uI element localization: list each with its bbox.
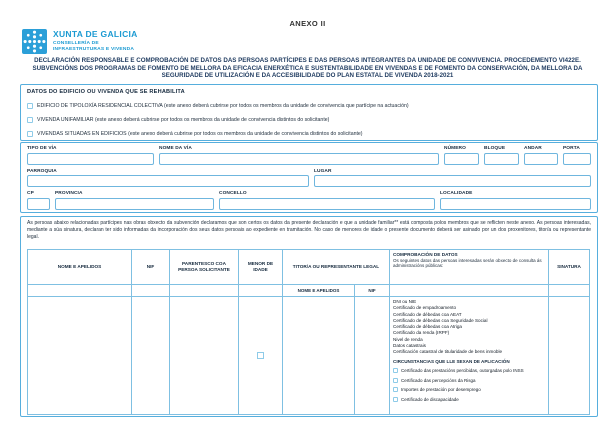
circunstancia-row: [393, 387, 545, 392]
col-header-sinatura: SINATURA: [549, 250, 589, 284]
lugar-input[interactable]: [314, 175, 591, 187]
subheader-titor-nome: NOME E APELIDOS: [283, 285, 354, 296]
numero-label: NÚMERO: [444, 146, 466, 151]
parroquia-input[interactable]: [27, 175, 309, 187]
checkbox-discapacidade[interactable]: [393, 397, 398, 402]
col-header-comprobacion: [390, 250, 548, 284]
provincia-label: PROVINCIA: [55, 191, 83, 196]
comprobacion-item: Certificado de débedas coa AEAT: [393, 311, 462, 317]
localidade-label: LOCALIDADE: [440, 191, 473, 196]
col-header-parentesco: PARENTESCO COA PERSOA SOLICITANTE: [170, 250, 238, 284]
provincia-input[interactable]: [55, 198, 214, 210]
circunstancia-label: Certificado das prestacións percibidas, outorgadas polo INSS: [401, 368, 524, 374]
cp-label: CP: [27, 191, 34, 196]
checkbox-menor-de-idade[interactable]: [257, 352, 264, 359]
xunta-logo-icon: [22, 29, 47, 54]
subheader-empty: [549, 285, 589, 296]
subheader-empty: [239, 285, 282, 296]
section-declaration: [20, 216, 598, 417]
cp-input[interactable]: [27, 198, 50, 210]
document-title: DECLARACIÓN RESPONSABLE E COMPROBACIÓN DE DATOS DAS PERSOAS PARTÍCIPES E DAS PERSOAS INTEGRANTES DA UNIDADE DE CONVIVENCIA. PROCEDEMENTO VI422E. SUBVENCIÓNS DOS PROGRAMAS DE FOMENTO DE MELLORA DA EFICACIA ENERXÉTICA E SUSTENTABILIDADE EN VIVENDAS E DE FOMENTO DA CONSERVACIÓN, DA MELLORA DA SEGURIDADE DE UTILIZACIÓN E DA ACCESIBILIDADE DO PLAN ESTATAL DE VIVENDA 2018-2021: [32, 57, 583, 80]
declaration-paragraph: As persoas abaixo relacionadas partícipes nas obras obxecto da subvención declaramos que son certos os datos da presente declaración e que a unidade familiar** está composta polos membros que se reflicten neste anexo. As persoas interesadas, mediante a súa sinatura, declaran ter sido informadas da incorporación dos seus datos persoais ao expediente en tramitación. No caso de menores de idade o presente documento deberá ser asinado por un dos proxenitores, titor/a ou representante legal.: [27, 220, 591, 240]
cell-sinatura: [549, 297, 589, 414]
section-building-title: DATOS DO EDIFICIO OU VIVENDA QUE SE REHABILITA: [27, 89, 185, 95]
cell-comprobacion-datos: [390, 297, 548, 414]
checkbox-vivendas-en-edificios[interactable]: [27, 131, 33, 137]
dept-line-1: CONSELLERÍA DE: [53, 40, 99, 46]
cell-nif: [132, 297, 169, 414]
cell-titor-nome: [283, 297, 354, 414]
andar-input[interactable]: [524, 153, 558, 165]
comprobacion-item: Certificado de empadroamento: [393, 305, 457, 311]
circunstancia-row: [393, 397, 545, 402]
subheader-empty: [170, 285, 238, 296]
checkbox-prestacion-desemprego[interactable]: [393, 387, 398, 392]
option-row-vivendas-en-edificios: [27, 131, 591, 137]
subheader-empty: [28, 285, 131, 296]
checkbox-percepcions-risga[interactable]: [393, 378, 398, 383]
option-row-edificio-colectivo: [27, 103, 591, 109]
section-building-data: [20, 84, 598, 141]
option-label: EDIFICIO DE TIPOLOXÍA RESIDENCIAL COLECTIVA (este anexo deberá cubrirse por todos os membros da unidade de convivencia que partícipe na actuación): [37, 103, 409, 109]
concello-input[interactable]: [219, 198, 435, 210]
circunstancias-title: CIRCUNSTANCIAS QUE LLE SEXAN DE APLICACIÓN: [393, 358, 510, 364]
comprobacion-item: Certificado de débedas coa Seguridade Social: [393, 317, 488, 323]
section-address: [20, 142, 598, 213]
option-label: VIVENDA UNIFAMILIAR (este anexo deberá cubrirse por todos os membros da unidade de convivencia distintos do solicitante): [37, 117, 330, 123]
col-header-nome: NOME E APELIDOS: [28, 250, 131, 284]
comprobacion-item: Certificado da renda (IRPF): [393, 330, 450, 336]
concello-label: CONCELLO: [219, 191, 247, 196]
subheader-empty: [132, 285, 169, 296]
porta-input[interactable]: [563, 153, 591, 165]
comprobacion-item: Nivel de renda: [393, 336, 423, 342]
andar-label: ANDAR: [524, 146, 542, 151]
org-name: XUNTA DE GALICIA: [53, 29, 138, 39]
comprobacion-item: Certificación catastral de titularidade de bens inmoble: [393, 349, 503, 355]
option-label: VIVENDAS SITUADAS EN EDIFICIOS (este anexo deberá cubrirse por todos os membros da unidade de convivencia distintos do solicitante): [37, 131, 363, 137]
nome-da-via-label: NOME DA VÍA: [159, 146, 192, 151]
bloque-input[interactable]: [484, 153, 519, 165]
parroquia-label: PARROQUIA: [27, 168, 57, 174]
checkbox-prestacions-inss[interactable]: [393, 368, 398, 373]
lugar-label: LUGAR: [314, 168, 332, 174]
subheader-titor-nif: NIF: [355, 285, 389, 296]
localidade-input[interactable]: [440, 198, 591, 210]
tipo-de-via-label: TIPO DE VÍA: [27, 146, 57, 151]
porta-label: PORTA: [563, 146, 580, 151]
col-header-menor-de-idade: MENOR DE IDADE: [239, 250, 282, 284]
comprobacion-item: Certificado de débedas coa Atriga: [393, 324, 462, 330]
comprobacion-description: Os seguintes datos das persoas interesadas serán obxecto de consulta ás administracións públicas:: [393, 258, 542, 269]
cell-titor-nif: [355, 297, 389, 414]
nome-da-via-input[interactable]: [159, 153, 439, 165]
cell-menor-de-idade: [239, 297, 282, 414]
cell-parentesco: [170, 297, 238, 414]
circunstancia-label: Certificado de discapacidade: [401, 396, 459, 402]
option-row-vivenda-unifamiliar: [27, 117, 591, 123]
circunstancia-label: Importes de prestación por desemprego: [401, 387, 481, 393]
agency-header: [22, 29, 138, 54]
circunstancia-row: [393, 378, 545, 383]
comprobacion-item: Datos catastrais: [393, 343, 426, 349]
col-header-titor: TITOR/A OU REPRESENTANTE LEGAL: [283, 250, 389, 284]
subheader-empty: [390, 285, 548, 296]
dept-line-2: INFRAESTRUTURAS E VIVENDA: [53, 47, 135, 52]
galician-cross-icon: [22, 29, 47, 54]
members-table: [27, 249, 590, 415]
numero-input[interactable]: [444, 153, 479, 165]
circunstancia-row: [393, 368, 545, 373]
circunstancia-label: Certificado das percepcións da Risga: [401, 377, 476, 383]
comprobacion-title: COMPROBACIÓN DE DATOS: [393, 252, 458, 257]
checkbox-vivenda-unifamiliar[interactable]: [27, 117, 33, 123]
anexo-label: ANEXO II: [289, 19, 326, 28]
col-header-nif: NIF: [132, 250, 169, 284]
tipo-de-via-input[interactable]: [27, 153, 154, 165]
bloque-label: BLOQUE: [484, 146, 506, 151]
cell-nome-apelidos: [28, 297, 131, 414]
checkbox-edificio-colectivo[interactable]: [27, 103, 33, 109]
comprobacion-item: DNI ou NIE: [393, 299, 417, 304]
